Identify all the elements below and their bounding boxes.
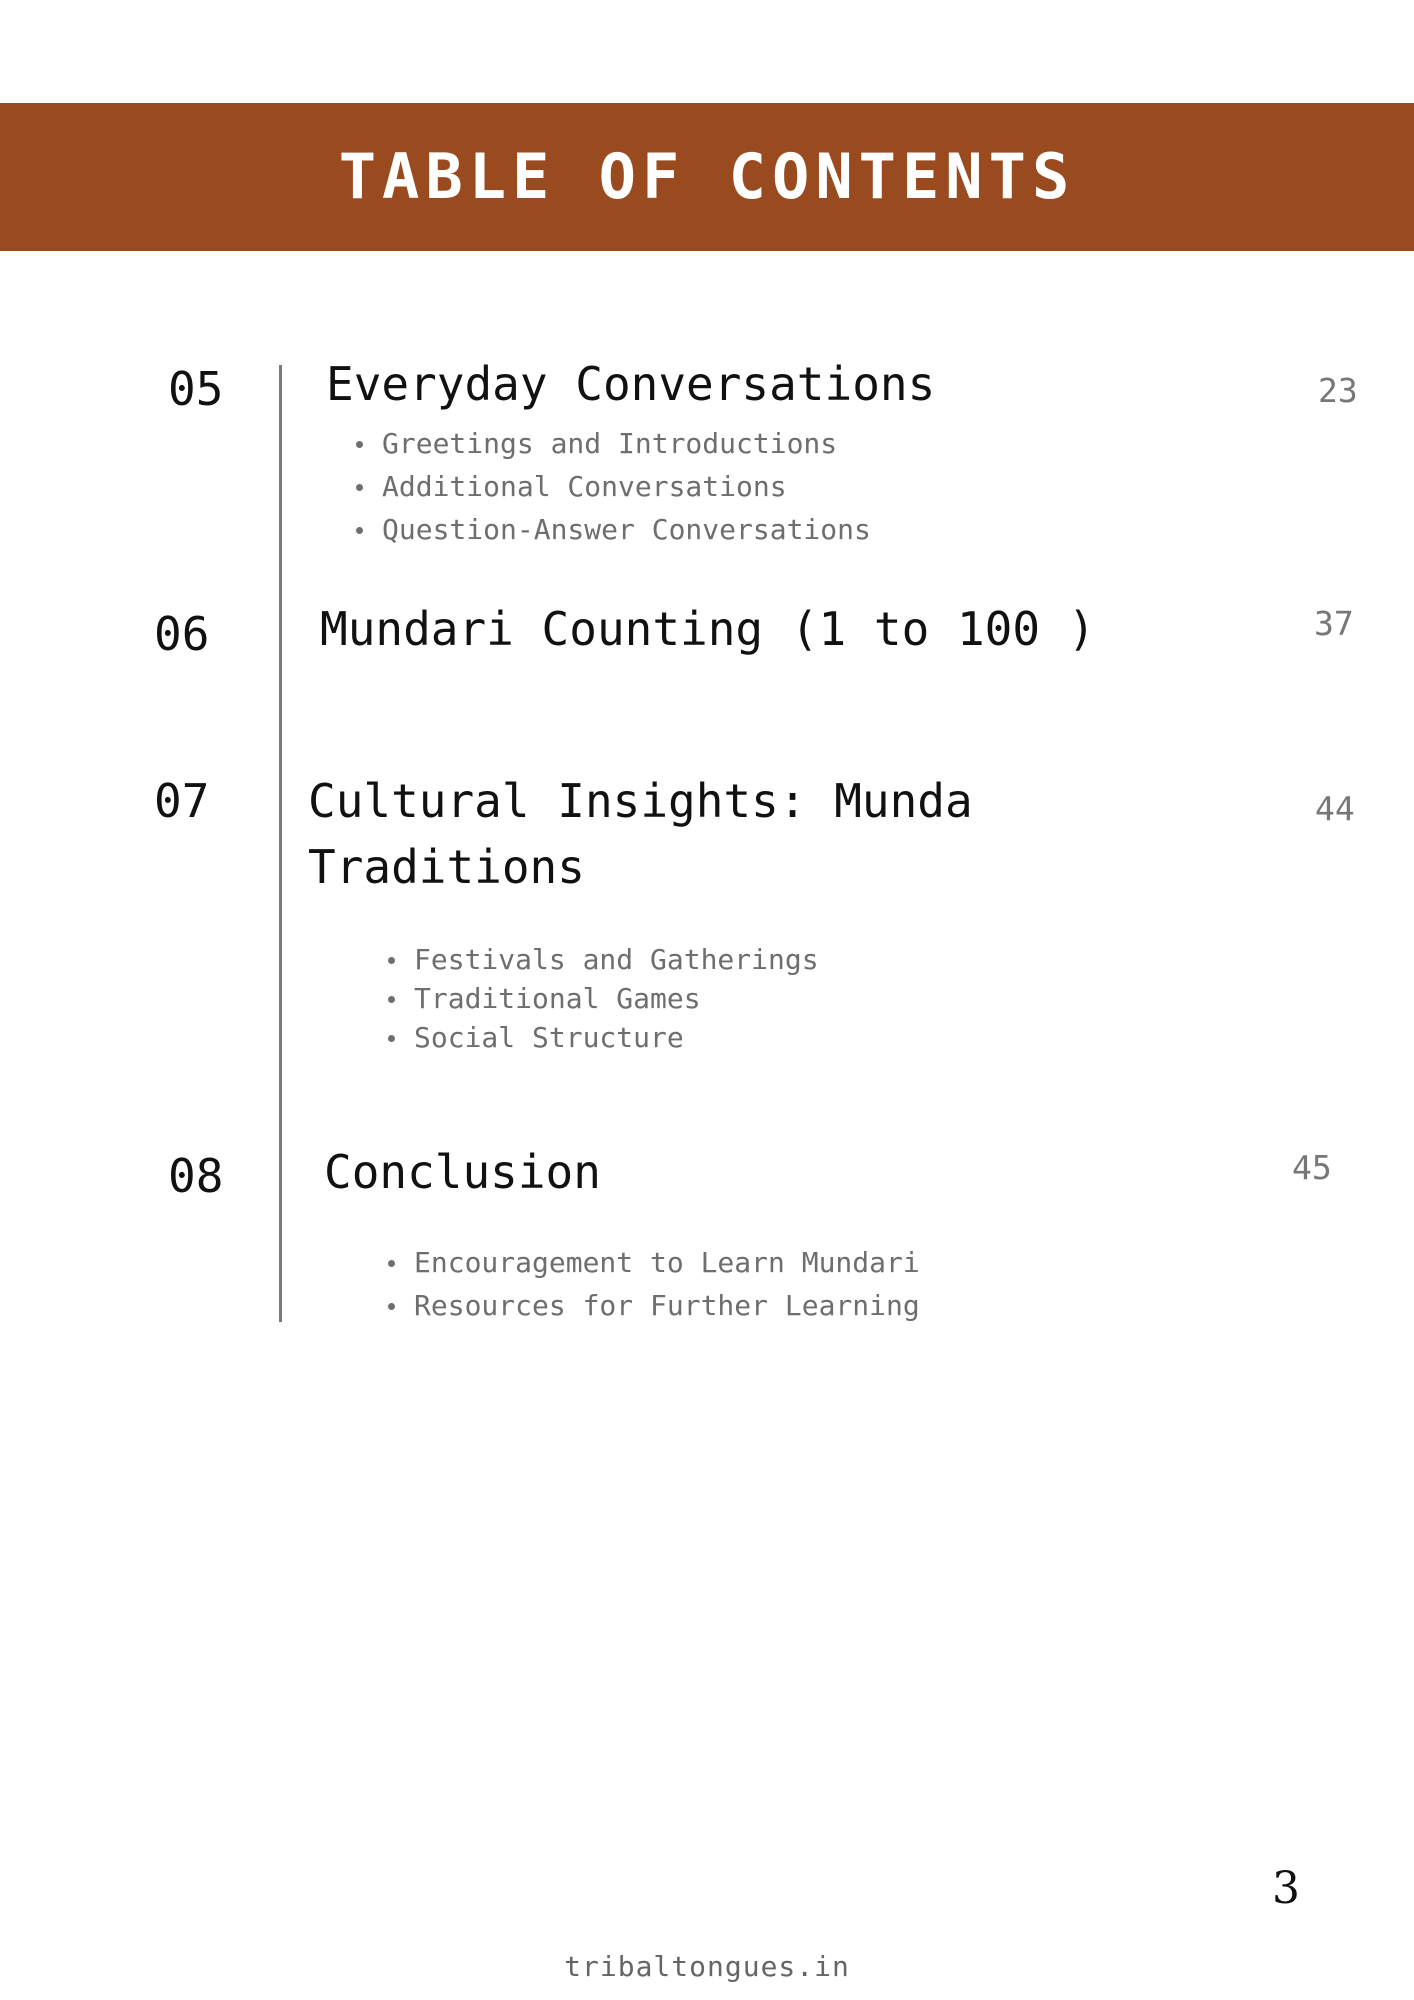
section-number: 07 <box>154 774 210 828</box>
subsection-list <box>384 1241 920 1327</box>
section-page-number: 23 <box>1318 371 1358 410</box>
section-title: Cultural Insights: Munda Traditions <box>308 774 973 894</box>
list-item: Festivals and Gatherings <box>384 940 819 979</box>
section-page-number: 37 <box>1314 604 1354 643</box>
section-number: 06 <box>154 607 210 661</box>
page-title: TABLE OF CONTENTS <box>338 140 1076 213</box>
footer-website: tribaltongues.in <box>564 1950 850 1983</box>
list-item: Question-Answer Conversations <box>352 508 871 551</box>
list-item: Traditional Games <box>384 979 819 1018</box>
section-number: 08 <box>168 1149 224 1203</box>
list-item: Greetings and Introductions <box>352 422 871 465</box>
section-title: Everyday Conversations <box>326 357 936 411</box>
list-item: Social Structure <box>384 1018 819 1057</box>
section-number: 05 <box>168 362 224 416</box>
subsection-list <box>384 940 819 1057</box>
section-title: Mundari Counting (1 to 100 ) <box>320 602 1096 656</box>
list-item: Resources for Further Learning <box>384 1284 920 1327</box>
vertical-divider <box>279 365 282 1322</box>
document-page-number: 3 <box>1272 1863 1300 1914</box>
list-item: Encouragement to Learn Mundari <box>384 1241 920 1284</box>
section-page-number: 45 <box>1292 1148 1332 1187</box>
subsection-list <box>352 422 871 551</box>
list-item: Additional Conversations <box>352 465 871 508</box>
section-page-number: 44 <box>1315 789 1355 828</box>
section-title: Conclusion <box>324 1145 601 1199</box>
